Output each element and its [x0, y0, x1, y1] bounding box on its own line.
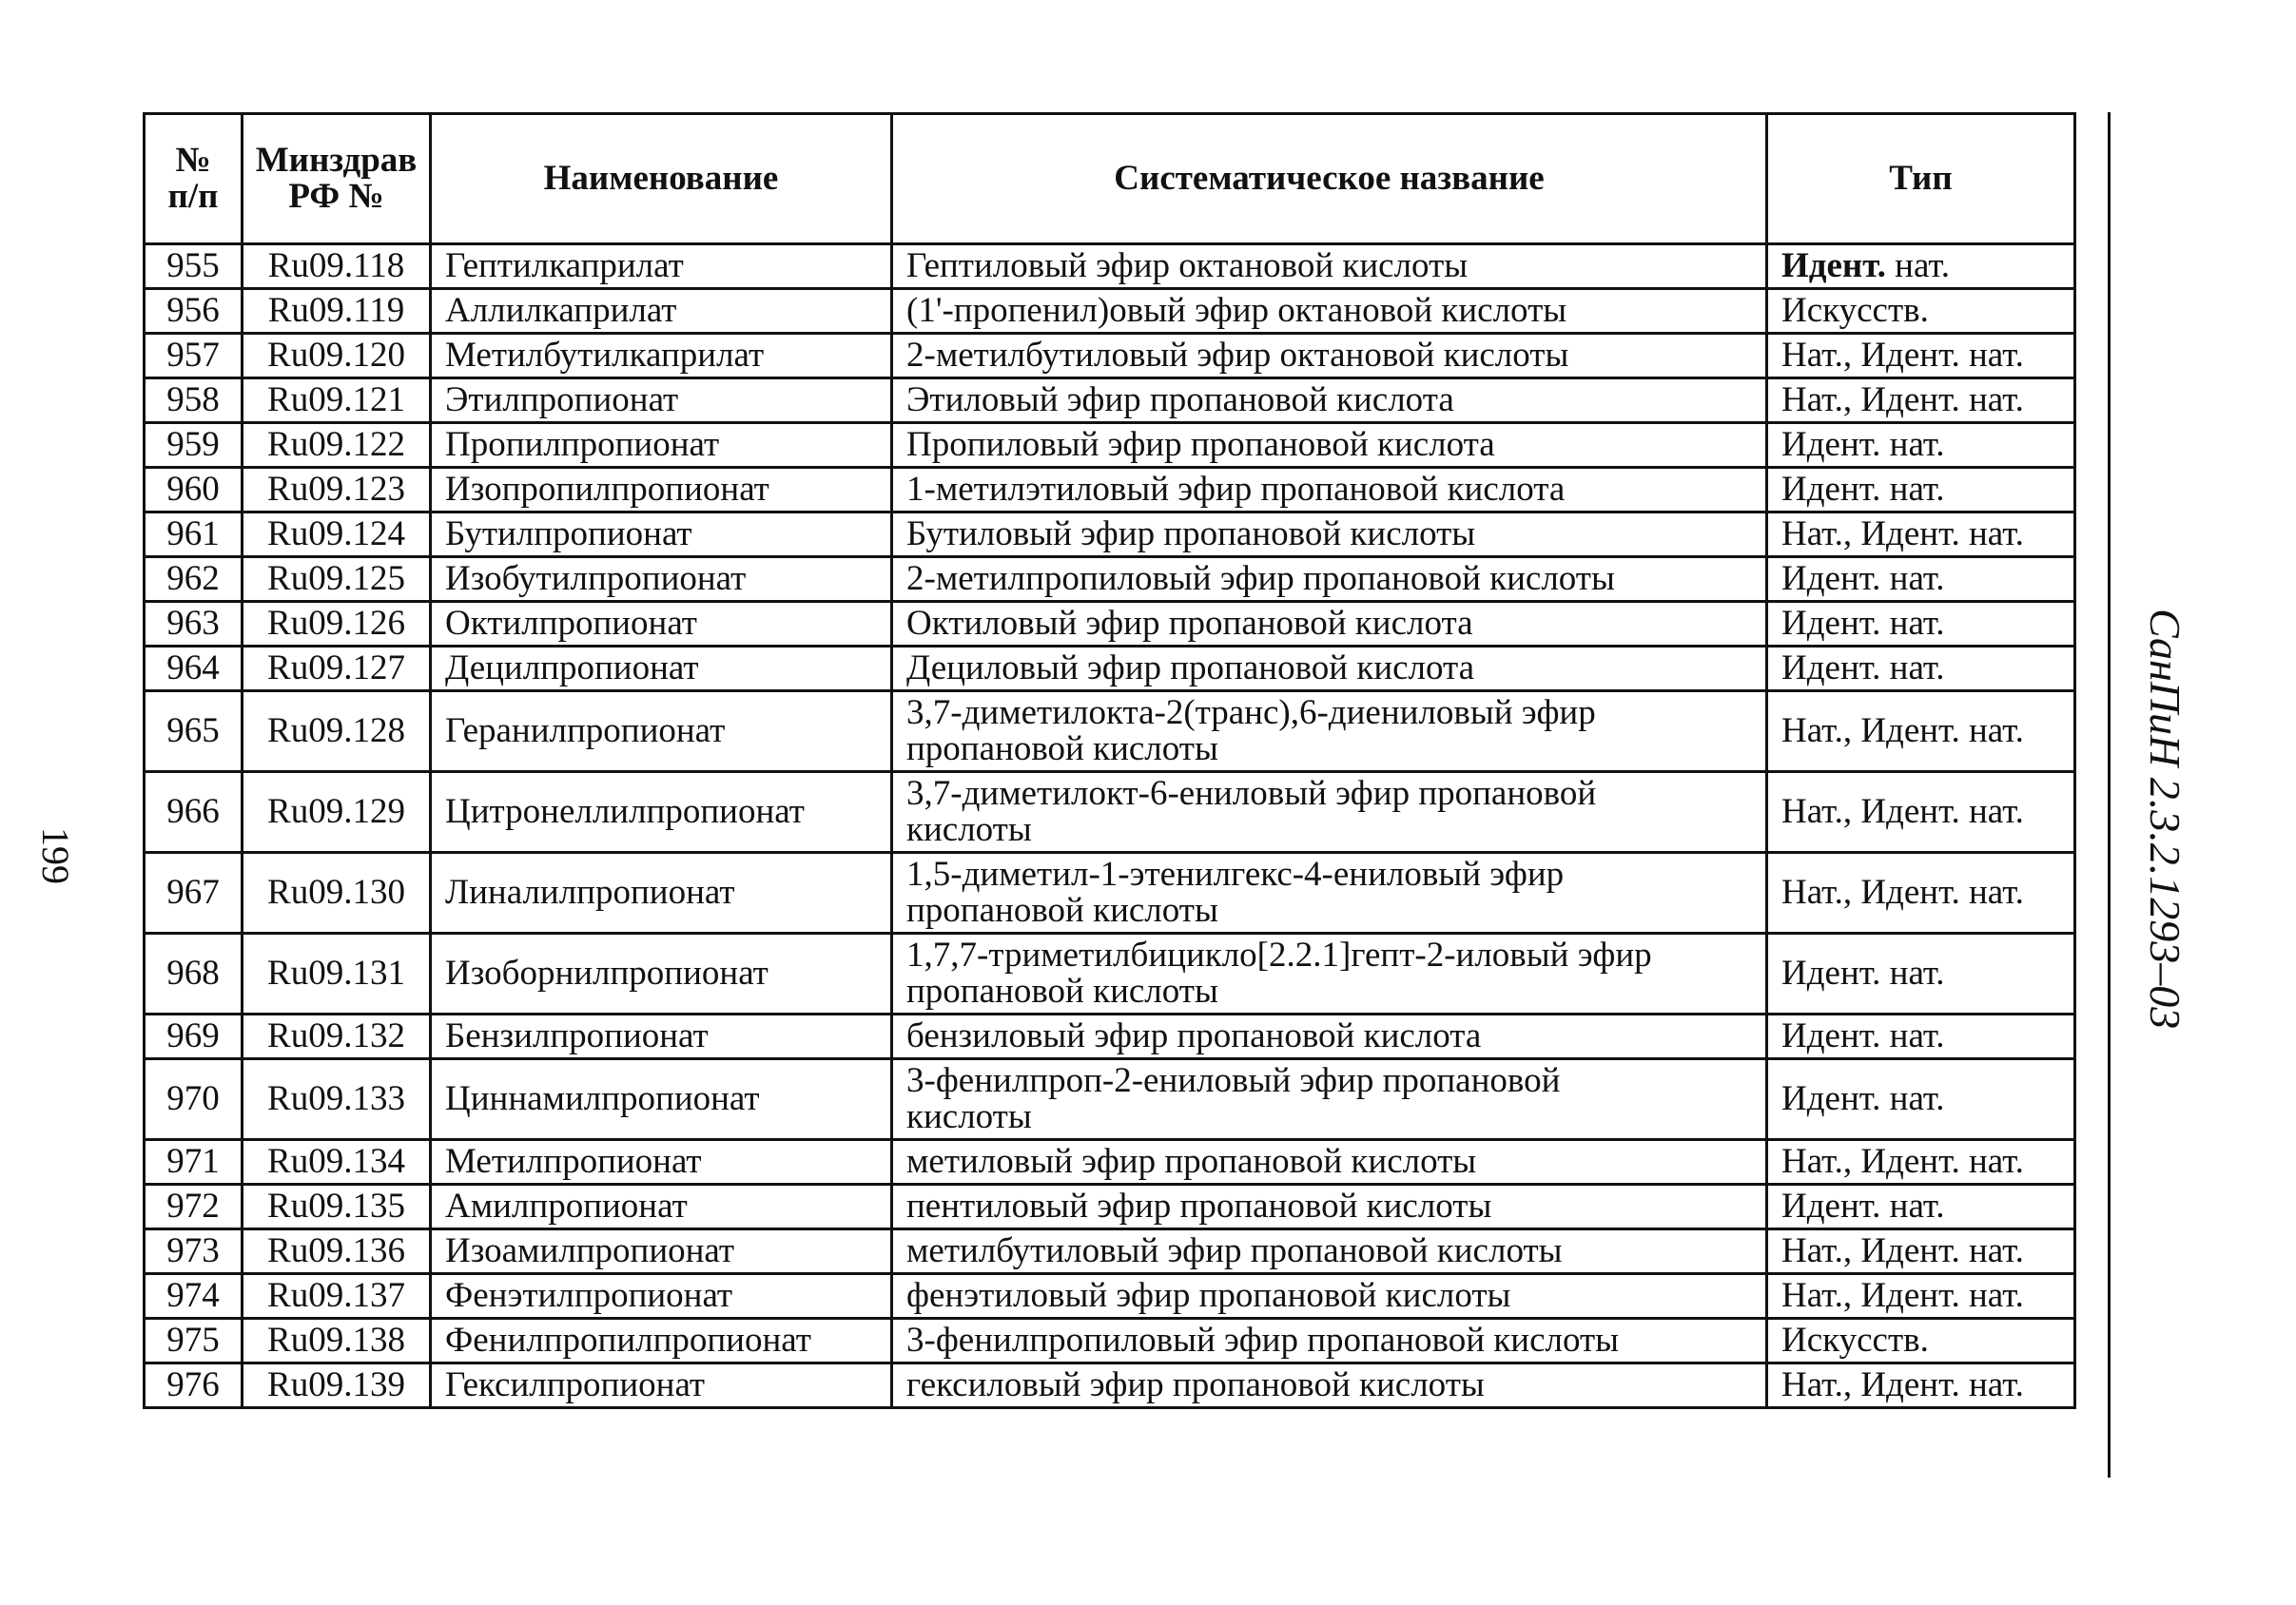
- cell-num: 964: [145, 647, 243, 691]
- type-text: Идент. нат.: [1781, 1016, 1945, 1055]
- cell-code: Ru09.128: [243, 691, 431, 772]
- cell-name: Геранилпропионат: [431, 691, 892, 772]
- table-row: [145, 1185, 2075, 1229]
- cell-systematic: [892, 1059, 1767, 1140]
- table-row: [145, 602, 2075, 647]
- systematic-line: кислоты: [906, 1097, 1032, 1136]
- cell-systematic: [892, 691, 1767, 772]
- cell-num: 967: [145, 853, 243, 934]
- table-row: [145, 1363, 2075, 1408]
- systematic-line: 1,7,7-триметилбицикло[2.2.1]гепт-2-иловый эфир: [906, 936, 1652, 975]
- cell-num: 972: [145, 1185, 243, 1229]
- cell-systematic: [892, 934, 1767, 1015]
- cell-code: Ru09.123: [243, 468, 431, 512]
- type-text: Нат., Идент. нат.: [1781, 1276, 2024, 1315]
- cell-code: Ru09.121: [243, 378, 431, 423]
- cell-name: Циннамилпропионат: [431, 1059, 892, 1140]
- type-text: Нат., Идент. нат.: [1781, 1231, 2024, 1270]
- cell-num: 957: [145, 334, 243, 378]
- cell-type: [1767, 647, 2075, 691]
- table-row: [145, 691, 2075, 772]
- systematic-line: Пропиловый эфир пропановой кислота: [906, 425, 1495, 464]
- cell-type: [1767, 1274, 2075, 1319]
- systematic-line: фенэтиловый эфир пропановой кислоты: [906, 1276, 1511, 1315]
- cell-code: Ru09.137: [243, 1274, 431, 1319]
- systematic-line: пропановой кислоты: [906, 891, 1218, 930]
- cell-systematic: [892, 772, 1767, 853]
- cell-name: Изопропилпропионат: [431, 468, 892, 512]
- cell-code: Ru09.135: [243, 1185, 431, 1229]
- type-text: Идент. нат.: [1781, 1187, 1945, 1226]
- type-text: Искусств.: [1781, 291, 1929, 330]
- table-row: [145, 378, 2075, 423]
- systematic-line: пропановой кислоты: [906, 972, 1218, 1011]
- systematic-line: Этиловый эфир пропановой кислота: [906, 380, 1454, 419]
- cell-code: Ru09.134: [243, 1140, 431, 1185]
- cell-num: 973: [145, 1229, 243, 1274]
- cell-code: Ru09.122: [243, 423, 431, 468]
- cell-type: [1767, 468, 2075, 512]
- cell-num: 961: [145, 512, 243, 557]
- cell-systematic: [892, 378, 1767, 423]
- header-num: [145, 114, 243, 244]
- table-row: [145, 244, 2075, 289]
- table-row: [145, 1319, 2075, 1363]
- cell-num: 965: [145, 691, 243, 772]
- cell-systematic: [892, 1185, 1767, 1229]
- cell-name: Изобутилпропионат: [431, 557, 892, 602]
- table-row: [145, 1229, 2075, 1274]
- cell-code: Ru09.133: [243, 1059, 431, 1140]
- systematic-line: 2-метилбутиловый эфир октановой кислоты: [906, 336, 1569, 375]
- cell-code: Ru09.132: [243, 1015, 431, 1059]
- page-number: 199: [34, 827, 77, 884]
- systematic-line: кислоты: [906, 810, 1032, 849]
- cell-code: Ru09.119: [243, 289, 431, 334]
- header-code-line2: РФ №: [288, 177, 384, 216]
- cell-name: Изоборнилпропионат: [431, 934, 892, 1015]
- table-row: [145, 934, 2075, 1015]
- cell-num: 956: [145, 289, 243, 334]
- cell-num: 969: [145, 1015, 243, 1059]
- cell-type: [1767, 512, 2075, 557]
- cell-num: 963: [145, 602, 243, 647]
- type-text: Нат., Идент. нат.: [1781, 336, 2024, 375]
- cell-name: Децилпропионат: [431, 647, 892, 691]
- cell-code: Ru09.120: [243, 334, 431, 378]
- header-code-line1: Минздрав: [255, 141, 418, 180]
- type-text: Нат., Идент. нат.: [1781, 380, 2024, 419]
- cell-systematic: [892, 1229, 1767, 1274]
- cell-name: Метилбутилкаприлат: [431, 334, 892, 378]
- type-text: Нат., Идент. нат.: [1781, 1142, 2024, 1181]
- cell-num: 974: [145, 1274, 243, 1319]
- cell-name: Октилпропионат: [431, 602, 892, 647]
- cell-type: [1767, 378, 2075, 423]
- cell-systematic: [892, 468, 1767, 512]
- table-row: [145, 289, 2075, 334]
- cell-name: Бутилпропионат: [431, 512, 892, 557]
- cell-num: 970: [145, 1059, 243, 1140]
- cell-type: [1767, 1319, 2075, 1363]
- type-text: Идент. нат.: [1781, 425, 1945, 464]
- cell-name: Фенилпропилпропионат: [431, 1319, 892, 1363]
- flavoring-substances-table: [143, 112, 2076, 1409]
- systematic-line: пропановой кислоты: [906, 729, 1218, 768]
- systematic-line: Бутиловый эфир пропановой кислоты: [906, 514, 1476, 553]
- cell-systematic: [892, 1274, 1767, 1319]
- cell-num: 958: [145, 378, 243, 423]
- table-row: [145, 1140, 2075, 1185]
- cell-systematic: [892, 1319, 1767, 1363]
- cell-code: Ru09.131: [243, 934, 431, 1015]
- systematic-line: 2-метилпропиловый эфир пропановой кислоты: [906, 559, 1615, 598]
- type-text: Идент. нат.: [1781, 559, 1945, 598]
- systematic-line: 3,7-диметилокта-2(транс),6-диениловый эфир: [906, 693, 1596, 732]
- cell-name: Фенэтилпропионат: [431, 1274, 892, 1319]
- cell-systematic: [892, 1015, 1767, 1059]
- cell-systematic: [892, 1140, 1767, 1185]
- table-row: [145, 1059, 2075, 1140]
- table-body: [145, 244, 2075, 1408]
- margin-rule: [2108, 112, 2111, 1478]
- cell-num: 955: [145, 244, 243, 289]
- cell-code: Ru09.138: [243, 1319, 431, 1363]
- cell-code: Ru09.124: [243, 512, 431, 557]
- cell-type: [1767, 289, 2075, 334]
- header-num-line2: п/п: [167, 177, 219, 216]
- table-row: [145, 557, 2075, 602]
- systematic-line: метилбутиловый эфир пропановой кислоты: [906, 1231, 1563, 1270]
- cell-name: Гексилпропионат: [431, 1363, 892, 1408]
- type-text: Нат., Идент. нат.: [1781, 873, 2024, 912]
- systematic-line: пентиловый эфир пропановой кислоты: [906, 1187, 1492, 1226]
- systematic-line: 3-фенилпроп-2-ениловый эфир пропановой: [906, 1061, 1561, 1100]
- cell-code: Ru09.125: [243, 557, 431, 602]
- cell-systematic: [892, 602, 1767, 647]
- systematic-line: 3-фенилпропиловый эфир пропановой кислоты: [906, 1321, 1620, 1360]
- systematic-line: метиловый эфир пропановой кислоты: [906, 1142, 1477, 1181]
- cell-name: Этилпропионат: [431, 378, 892, 423]
- cell-num: 971: [145, 1140, 243, 1185]
- cell-type: [1767, 772, 2075, 853]
- cell-type: [1767, 1140, 2075, 1185]
- cell-num: 962: [145, 557, 243, 602]
- header-name: Наименование: [431, 114, 892, 244]
- type-text: Искусств.: [1781, 1321, 1929, 1360]
- table-row: [145, 853, 2075, 934]
- cell-systematic: [892, 244, 1767, 289]
- cell-name: Цитронеллилпропионат: [431, 772, 892, 853]
- cell-type: [1767, 1059, 2075, 1140]
- cell-type: [1767, 602, 2075, 647]
- systematic-line: бензиловый эфир пропановой кислота: [906, 1016, 1482, 1055]
- cell-type: [1767, 334, 2075, 378]
- table-row: [145, 647, 2075, 691]
- type-text: Нат., Идент. нат.: [1781, 1365, 2024, 1404]
- header-num-line1: №: [175, 141, 211, 180]
- cell-code: Ru09.118: [243, 244, 431, 289]
- cell-type: [1767, 423, 2075, 468]
- type-text: нат.: [1885, 246, 1951, 285]
- cell-systematic: [892, 289, 1767, 334]
- type-bold-part: Идент.: [1781, 246, 1886, 285]
- cell-code: Ru09.139: [243, 1363, 431, 1408]
- cell-num: 959: [145, 423, 243, 468]
- cell-systematic: [892, 334, 1767, 378]
- table-row: [145, 772, 2075, 853]
- systematic-line: 3,7-диметилокт-6-ениловый эфир пропановой: [906, 774, 1597, 813]
- systematic-line: 1,5-диметил-1-этенилгекс-4-ениловый эфир: [906, 855, 1565, 894]
- cell-systematic: [892, 647, 1767, 691]
- cell-code: Ru09.130: [243, 853, 431, 934]
- cell-type: [1767, 1363, 2075, 1408]
- cell-name: Линалилпропионат: [431, 853, 892, 934]
- cell-num: 968: [145, 934, 243, 1015]
- type-text: Идент. нат.: [1781, 1079, 1945, 1118]
- table-row: [145, 1015, 2075, 1059]
- type-text: Идент. нат.: [1781, 648, 1945, 687]
- header-code: [243, 114, 431, 244]
- cell-num: 960: [145, 468, 243, 512]
- cell-systematic: [892, 853, 1767, 934]
- systematic-line: 1-метилэтиловый эфир пропановой кислота: [906, 470, 1566, 509]
- cell-type: [1767, 691, 2075, 772]
- cell-systematic: [892, 1363, 1767, 1408]
- cell-num: 966: [145, 772, 243, 853]
- cell-type: [1767, 934, 2075, 1015]
- systematic-line: Октиловый эфир пропановой кислота: [906, 604, 1473, 643]
- cell-name: Аллилкаприлат: [431, 289, 892, 334]
- table-row: [145, 512, 2075, 557]
- systematic-line: (1'-пропенил)овый эфир октановой кислоты: [906, 291, 1567, 330]
- cell-name: Гептилкаприлат: [431, 244, 892, 289]
- cell-name: Пропилпропионат: [431, 423, 892, 468]
- table-row: [145, 468, 2075, 512]
- cell-type: [1767, 1185, 2075, 1229]
- cell-type: [1767, 853, 2075, 934]
- type-text: Нат., Идент. нат.: [1781, 792, 2024, 831]
- cell-code: Ru09.126: [243, 602, 431, 647]
- cell-code: Ru09.136: [243, 1229, 431, 1274]
- table-header-row: [145, 114, 2075, 244]
- cell-num: 975: [145, 1319, 243, 1363]
- type-text: Нат., Идент. нат.: [1781, 711, 2024, 750]
- type-text: Идент. нат.: [1781, 954, 1945, 993]
- table-row: [145, 334, 2075, 378]
- cell-num: 976: [145, 1363, 243, 1408]
- type-text: Идент. нат.: [1781, 470, 1945, 509]
- cell-type: [1767, 244, 2075, 289]
- cell-name: Изоамилпропионат: [431, 1229, 892, 1274]
- systematic-line: гексиловый эфир пропановой кислоты: [906, 1365, 1485, 1404]
- cell-name: Амилпропионат: [431, 1185, 892, 1229]
- systematic-line: Гептиловый эфир октановой кислоты: [906, 246, 1469, 285]
- header-type: Тип: [1767, 114, 2075, 244]
- cell-type: [1767, 1015, 2075, 1059]
- type-text: Идент. нат.: [1781, 604, 1945, 643]
- cell-code: Ru09.127: [243, 647, 431, 691]
- cell-systematic: [892, 423, 1767, 468]
- table-row: [145, 1274, 2075, 1319]
- running-title: СанПиН 2.3.2.1293–03: [2141, 609, 2189, 1030]
- cell-name: Бензилпропионат: [431, 1015, 892, 1059]
- cell-code: Ru09.129: [243, 772, 431, 853]
- header-systematic: Систематическое название: [892, 114, 1767, 244]
- cell-name: Метилпропионат: [431, 1140, 892, 1185]
- cell-type: [1767, 557, 2075, 602]
- cell-systematic: [892, 512, 1767, 557]
- table-row: [145, 423, 2075, 468]
- systematic-line: Дециловый эфир пропановой кислота: [906, 648, 1475, 687]
- cell-systematic: [892, 557, 1767, 602]
- type-text: Нат., Идент. нат.: [1781, 514, 2024, 553]
- cell-type: [1767, 1229, 2075, 1274]
